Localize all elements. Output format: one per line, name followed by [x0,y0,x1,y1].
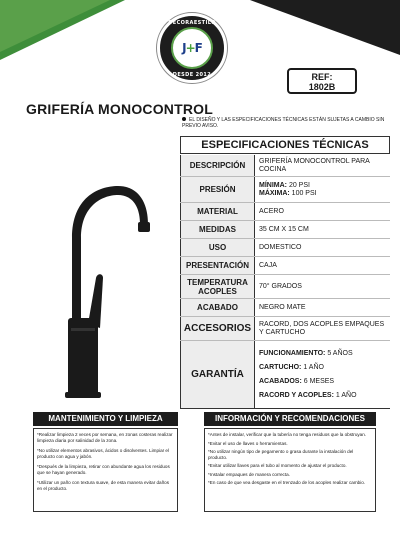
pressure-max-label: MÁXIMA: [259,189,290,197]
reference-badge [287,68,357,94]
spec-key: PRESIÓN [180,177,255,202]
page-title: GRIFERÍA MONOCONTROL [26,101,214,117]
spec-row-temperatura [180,275,390,299]
info-item: *No utilizar ningún tipo de pegamento o grasa durante la instalación del producto. [208,449,354,460]
warranty-line [259,389,390,403]
spec-key: USO [180,239,255,256]
spec-key: MEDIDAS [180,221,255,238]
brand-mark-right: F [194,41,202,55]
spec-value [255,341,390,408]
spec-value: 70° GRADOS [259,282,302,290]
spec-key: DESCRIPCIÓN [180,155,255,176]
warranty-label: FUNCIONAMIENTO: [259,349,326,357]
warranty-label: ACABADOS: [259,377,302,385]
info-item: *Evitar el uso de llaves o herramientas. [208,440,288,446]
spec-value: GRIFERÍA MONOCONTROL PARA COCINA [259,157,370,173]
bullet-icon [182,117,186,121]
brand-mark [171,27,213,69]
spec-key: TEMPERATURA ACOPLES [180,275,255,298]
disclaimer [182,117,394,129]
info-item: *Evitar utilizar llaves para el tubo al momento de ajustar el producto. [208,463,347,468]
spec-row-accesorios [180,317,390,341]
spec-row-uso [180,239,390,257]
maintenance-item: *No utilizar elementos abrasivos, ácidos o disolventes. Limpiar el producto con agua y jabón. [37,448,170,459]
spec-row-medidas [180,221,390,239]
info-item: *Antes de instalar, verificar que la tubería no tenga residuos que la obstruyan. [208,432,367,437]
maintenance-title: MANTENIMIENTO Y LIMPIEZA [33,412,178,426]
maintenance-item: *Después de la limpieza, retirar con abundante agua los residuos que se hayan generado. [37,464,170,475]
warranty-value: 1 AÑO [335,391,357,399]
info-title: INFORMACIÓN Y RECOMENDACIONES [204,412,376,426]
spec-value: DOMESTICO [259,243,302,251]
warranty-value: 6 MESES [303,377,335,385]
spec-row-acabado [180,299,390,317]
maintenance-item: *Utilizar un paño con textura suave, de esta manera evitar daños en el producto. [37,480,170,491]
disclaimer-text: EL DISEÑO Y LAS ESPECIFICACIONES TÉCNICAS ESTÁN SUJETAS A CAMBIO SIN PREVIO AVISO. [182,117,385,129]
spec-value: NEGRO MATE [259,303,306,311]
info-item: *En caso de que vea desgaste en el trenzado de los acoples realizar cambio. [208,480,366,485]
spec-value: ACERO [259,207,284,215]
spec-value [255,177,390,202]
spec-value: RACORD, DOS ACOPLES EMPAQUES Y CARTUCHO [259,320,385,336]
warranty-label: CARTUCHO: [259,363,302,371]
maintenance-item: *Realizar limpieza 2 veces por semana, en zonas costeras realizar limpieza diaria por salinidad de la zona. [37,432,173,443]
pressure-min-label: MÍNIMA: [259,181,287,189]
spec-key: MATERIAL [180,203,255,220]
spec-key: ACABADO [180,299,255,316]
spec-value: CAJA [259,261,277,269]
warranty-line [259,375,390,389]
brand-top-text: DECORAESTILO [168,20,216,26]
info-box [204,428,376,512]
spec-key: GARANTÍA [180,341,255,408]
spec-table-title: ESPECIFICACIONES TÉCNICAS [180,136,390,154]
pressure-min-value: 20 PSI [288,181,310,189]
brand-logo [157,13,227,83]
pressure-max-value: 100 PSI [291,189,317,197]
warranty-line [259,347,390,361]
spec-row-presentacion [180,257,390,275]
warranty-value: 5 AÑOS [327,349,353,357]
spec-row-presion [180,177,390,203]
spec-row-descripcion [180,155,390,177]
brand-mark-plus: + [185,41,195,55]
reference-label: REF: [311,72,333,82]
info-item: *Instalar empaques de manera correcta. [208,471,290,477]
brand-mark-left: J [182,41,186,55]
warranty-label: RACORD Y ACOPLES: [259,391,334,399]
spec-key: PRESENTACIÓN [180,257,255,274]
product-image [40,178,170,398]
spec-value: 35 CM X 15 CM [259,225,309,233]
spec-key: ACCESORIOS [180,317,255,340]
spec-table [180,155,390,409]
maintenance-box [33,428,178,512]
warranty-value: 1 AÑO [303,363,324,371]
brand-bottom-text: DESDE 2012 [172,72,212,78]
spec-row-garantia [180,341,390,409]
reference-code: 1802B [308,82,336,92]
warranty-line [259,361,390,375]
spec-row-material [180,203,390,221]
